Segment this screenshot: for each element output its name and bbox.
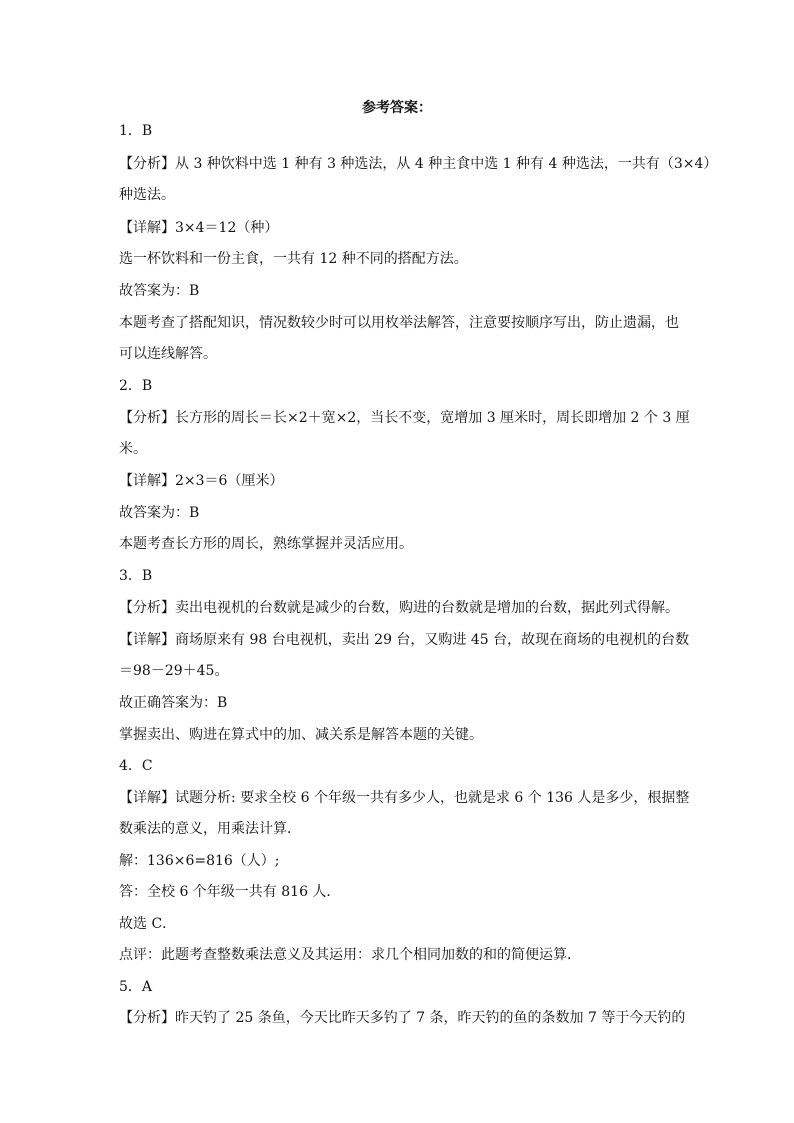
answer-line: 可以连线解答。 <box>119 346 217 362</box>
answer-line: 1．B <box>119 123 153 139</box>
answer-line: 【详解】试题分析: 要求全校 6 个年级一共有多少人，也就是求 6 个 136 人是多少，根据整 <box>119 790 690 806</box>
answer-line: ＝98－29＋45。 <box>119 663 229 679</box>
answer-line: 2．B <box>119 378 153 394</box>
answer-line: 掌握卖出、购进在算式中的加、减关系是解答本题的关键。 <box>119 727 483 743</box>
answer-line: 故答案为：B <box>119 505 200 521</box>
answer-line: 【详解】3×4＝12（种） <box>119 220 279 236</box>
answer-line: 解：136×6=816（人）; <box>119 853 280 869</box>
answer-line: 【详解】商场原来有 98 台电视机，卖出 29 台，又购进 45 台，故现在商场的电视机的台数 <box>119 632 690 648</box>
answer-line: 数乘法的意义，用乘法计算． <box>119 821 301 837</box>
page-title: 参考答案： <box>362 100 432 116</box>
answer-line: 米。 <box>119 441 147 457</box>
answer-line: 3．B <box>119 568 153 584</box>
answer-line: 【分析】昨天钓了 25 条鱼，今天比昨天多钓了 7 条，昨天钓的鱼的条数加 7 等于今天钓的 <box>119 1010 686 1026</box>
answer-line: 【详解】2×3＝6（厘米） <box>119 473 284 489</box>
answer-line: 【分析】从 3 种饮料中选 1 种有 3 种选法，从 4 种主食中选 1 种有 4 种选法，一共有（3×4） <box>119 156 718 172</box>
answer-line: 点评：此题考查整数乘法意义及其运用：求几个相同加数的和的简便运算． <box>119 947 581 963</box>
answer-line: 4．C <box>119 758 153 774</box>
answer-line: 【分析】长方形的周长＝长×2＋宽×2，当长不变，宽增加 3 厘米时，周长即增加 2 个 3 厘 <box>119 410 690 426</box>
answer-line: 故正确答案为：B <box>119 695 228 711</box>
answer-line: 【分析】卖出电视机的台数就是减少的台数，购进的台数就是增加的台数，据此列式得解。 <box>119 600 679 616</box>
answer-line: 故选 C． <box>119 916 177 932</box>
answer-line: 故答案为：B <box>119 283 200 299</box>
answer-line: 选一杯饮料和一份主食，一共有 12 种不同的搭配方法。 <box>119 251 468 267</box>
answer-line: 本题考查了搭配知识，情况数较少时可以用枚举法解答，注意要按顺序写出，防止遗漏，也 <box>119 315 679 331</box>
answer-line: 5．A <box>119 979 153 995</box>
answer-line: 种选法。 <box>119 187 175 203</box>
answer-line: 本题考查长方形的周长，熟练掌握并灵活应用。 <box>119 536 413 552</box>
answer-line: 答：全校 6 个年级一共有 816 人． <box>119 884 341 900</box>
